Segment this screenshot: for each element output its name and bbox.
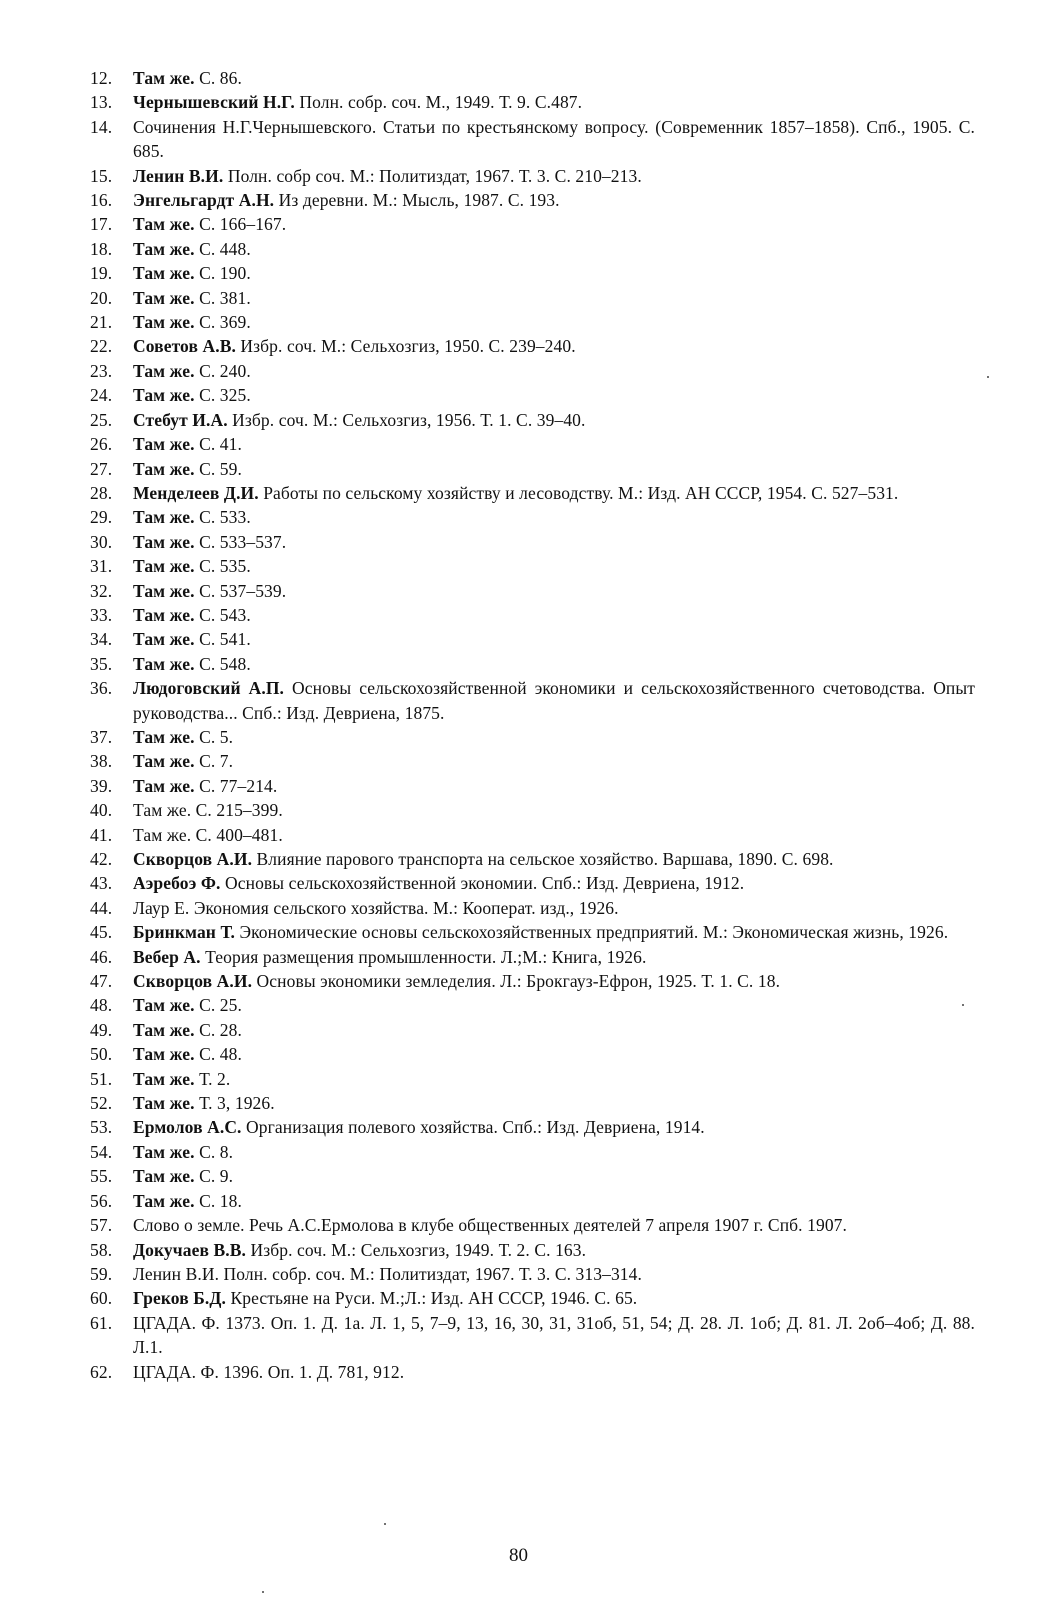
footnote-item: [90, 115, 975, 164]
footnote-number: 14.: [90, 116, 113, 137]
scan-speck: [987, 376, 989, 378]
footnote-text: Избр. соч. М.: Сельхозгиз, 1949. Т. 2. С. 163.: [245, 1239, 587, 1260]
footnote-author: Там же.: [133, 434, 195, 455]
footnote-number: 45.: [90, 922, 113, 943]
footnote-number: 39.: [90, 775, 113, 796]
footnote-number: 52.: [90, 1093, 113, 1114]
footnote-author: Людоговский А.П.: [133, 678, 285, 699]
footnotes-list: [90, 66, 975, 1384]
footnote-number: 42.: [90, 849, 113, 869]
footnote-author: Там же.: [133, 1093, 195, 1114]
footnote-number: 32.: [90, 580, 113, 601]
footnote-item: [90, 554, 975, 578]
footnote-number: 48.: [90, 995, 113, 1016]
footnote-text: Сочинения Н.Г.Чернышевского. Статьи по крестьянскому вопросу. (Современник 1857–1858). Спб., 1905. С. 685.: [133, 116, 975, 162]
footnote-item: [90, 1238, 975, 1262]
footnote-author: Там же.: [133, 458, 195, 479]
footnote-item: [90, 212, 975, 236]
footnote-author: Там же.: [133, 531, 195, 552]
footnote-text: С. 86.: [194, 68, 242, 88]
footnote-number: 23.: [90, 360, 113, 381]
footnote-text: Работы по сельскому хозяйству и лесоводству. М.: Изд. АН СССР, 1954. С. 527–531.: [258, 482, 899, 503]
footnote-number: 26.: [90, 434, 113, 455]
footnote-number: 33.: [90, 604, 113, 625]
footnote-item: [90, 310, 975, 334]
footnote-text: Избр. соч. М.: Сельхозгиз, 1950. С. 239–240.: [235, 336, 576, 357]
scan-speck: [384, 1523, 386, 1525]
footnote-author: Там же.: [133, 1190, 195, 1211]
footnote-number: 51.: [90, 1068, 113, 1089]
footnote-text: С. 543.: [194, 604, 251, 625]
footnote-number: 56.: [90, 1190, 113, 1211]
footnote-item: [90, 1164, 975, 1188]
footnote-number: 25.: [90, 409, 113, 430]
footnote-number: 41.: [90, 824, 113, 845]
footnote-text: С. 8.: [194, 1141, 234, 1162]
footnote-number: 22.: [90, 336, 113, 357]
footnote-text: С. 9.: [194, 1166, 234, 1187]
footnote-item: [90, 603, 975, 627]
footnote-item: [90, 530, 975, 554]
footnote-text: С. 5.: [194, 726, 234, 747]
footnote-item: [90, 286, 975, 310]
footnote-number: 12.: [90, 68, 113, 88]
footnote-author: Скворцов А.И.: [133, 849, 253, 869]
footnote-author: Греков Б.Д.: [133, 1288, 226, 1309]
footnote-author: Там же.: [133, 751, 195, 772]
footnote-text: Ленин В.И. Полн. собр. соч. М.: Политиздат, 1967. Т. 3. С. 313–314.: [133, 1263, 642, 1284]
page-number: 80: [509, 1545, 528, 1566]
footnote-author: Там же.: [133, 1068, 195, 1089]
footnote-item: [90, 1189, 975, 1213]
footnote-number: 18.: [90, 238, 113, 259]
footnote-author: Там же.: [133, 507, 195, 528]
footnote-number: 15.: [90, 165, 113, 186]
footnote-text: Полн. собр. соч. М., 1949. Т. 9. С.487.: [294, 92, 583, 113]
footnote-number: 58.: [90, 1239, 113, 1260]
footnote-author: Там же.: [133, 629, 195, 650]
footnote-text: С. 537–539.: [194, 580, 287, 601]
footnote-text: С. 48.: [194, 1044, 242, 1065]
footnote-text: ЦГАДА. Ф. 1396. Оп. 1. Д. 781, 912.: [133, 1361, 405, 1382]
footnote-number: 43.: [90, 873, 113, 894]
footnote-item: [90, 749, 975, 773]
footnote-author: Аэребоэ Ф.: [133, 873, 221, 894]
footnote-text: Слово о земле. Речь А.С.Ермолова в клубе общественных деятелей 7 апреля 1907 г. Спб. 1907.: [133, 1215, 847, 1236]
footnote-number: 13.: [90, 92, 113, 113]
footnote-number: 30.: [90, 531, 113, 552]
footnote-text: С. 77–214.: [194, 775, 278, 796]
footnote-item: [90, 261, 975, 285]
footnote-author: Там же.: [133, 1044, 195, 1065]
footnote-text: С. 18.: [194, 1190, 242, 1211]
footnote-text: С. 240.: [194, 360, 251, 381]
footnote-author: Там же.: [133, 653, 195, 674]
footnote-item: [90, 969, 975, 993]
footnote-author: Советов А.В.: [133, 336, 236, 357]
footnote-number: 40.: [90, 800, 113, 821]
footnote-author: Там же.: [133, 775, 195, 796]
footnote-item: [90, 1018, 975, 1042]
footnote-number: 36.: [90, 678, 113, 699]
footnote-item: [90, 579, 975, 603]
footnote-author: Там же.: [133, 556, 195, 577]
footnote-author: Чернышевский Н.Г.: [133, 92, 295, 113]
footnote-number: 62.: [90, 1361, 113, 1382]
footnote-item: [90, 676, 975, 725]
footnote-item: [90, 432, 975, 456]
footnote-number: 17.: [90, 214, 113, 235]
footnote-number: 35.: [90, 653, 113, 674]
footnote-author: Ермолов А.С.: [133, 1117, 242, 1138]
footnote-author: Там же.: [133, 360, 195, 381]
footnote-item: [90, 237, 975, 261]
footnote-author: Докучаев В.В.: [133, 1239, 246, 1260]
footnote-number: 37.: [90, 726, 113, 747]
footnote-author: Там же.: [133, 1166, 195, 1187]
footnote-number: 31.: [90, 556, 113, 577]
footnote-text: Крестьяне на Руси. М.;Л.: Изд. АН СССР, 1946. С. 65.: [225, 1288, 638, 1309]
footnote-item: [90, 383, 975, 407]
footnote-item: [90, 627, 975, 651]
footnote-author: Энгельгардт А.Н.: [133, 190, 275, 211]
footnote-text: С. 448.: [194, 238, 251, 259]
footnote-author: Там же.: [133, 287, 195, 308]
footnote-text: С. 28.: [194, 1019, 242, 1040]
footnote-text: С. 190.: [194, 263, 251, 284]
footnote-author: Там же.: [133, 1141, 195, 1162]
footnote-number: 47.: [90, 971, 113, 992]
footnote-author: Стебут И.А.: [133, 409, 228, 430]
footnote-text: С. 533.: [194, 507, 251, 528]
footnote-number: 53.: [90, 1117, 113, 1138]
footnote-text: Основы сельскохозяйственной экономии. Спб.: Изд. Девриена, 1912.: [220, 873, 745, 894]
footnote-text: С. 59.: [194, 458, 242, 479]
footnote-item: [90, 164, 975, 188]
footnote-text: Организация полевого хозяйства. Спб.: Изд. Девриена, 1914.: [241, 1117, 705, 1138]
footnote-author: Там же.: [133, 726, 195, 747]
footnote-text: С. 535.: [194, 556, 251, 577]
footnote-text: Избр. соч. М.: Сельхозгиз, 1956. Т. 1. С. 39–40.: [227, 409, 586, 430]
footnote-text: Там же. С. 400–481.: [133, 824, 283, 845]
footnote-number: 16.: [90, 190, 113, 211]
footnote-text: Там же. С. 215–399.: [133, 800, 283, 821]
footnote-number: 34.: [90, 629, 113, 650]
footnote-text: Лаур Е. Экономия сельского хозяйства. М.: Кооперат. изд., 1926.: [133, 897, 619, 918]
scan-speck: [962, 1004, 964, 1006]
footnote-item: [90, 920, 975, 944]
footnote-number: 20.: [90, 287, 113, 308]
footnote-text: С. 41.: [194, 434, 242, 455]
footnote-number: 49.: [90, 1019, 113, 1040]
footnote-number: 50.: [90, 1044, 113, 1065]
footnote-text: Основы экономики земледелия. Л.: Брокгауз-Ефрон, 1925. Т. 1. С. 18.: [252, 971, 781, 992]
footnote-item: [90, 90, 975, 114]
footnote-number: 19.: [90, 263, 113, 284]
footnote-author: Скворцов А.И.: [133, 971, 253, 992]
footnote-author: Там же.: [133, 385, 195, 406]
footnote-item: [90, 945, 975, 969]
footnote-item: [90, 1286, 975, 1310]
footnote-text: Основы сельскохозяйственной экономики и сельскохозяйственного счетоводства. Опыт руководства... Спб.: Изд. Девриена, 1875.: [133, 678, 975, 723]
footnote-item: [90, 188, 975, 212]
footnote-number: 27.: [90, 458, 113, 479]
footnote-item: [90, 725, 975, 749]
footnote-number: 29.: [90, 507, 113, 528]
footnote-text: Т. 3, 1926.: [194, 1093, 275, 1114]
footnote-text: С. 381.: [194, 287, 251, 308]
footnote-number: 46.: [90, 946, 113, 967]
footnote-text: С. 533–537.: [194, 531, 287, 552]
footnote-text: С. 369.: [194, 312, 251, 333]
footnote-item: [90, 993, 975, 1017]
scan-speck: [262, 1591, 264, 1593]
footnote-item: [90, 481, 975, 505]
footnote-author: Там же.: [133, 68, 195, 88]
footnote-author: Вебер А.: [133, 946, 201, 967]
footnote-number: 60.: [90, 1288, 113, 1309]
footnote-author: Менделеев Д.И.: [133, 482, 259, 503]
footnote-number: 61.: [90, 1312, 113, 1333]
footnote-number: 21.: [90, 312, 113, 333]
footnote-item: [90, 847, 975, 871]
footnote-item: [90, 798, 975, 822]
footnote-number: 28.: [90, 482, 113, 503]
footnote-author: Бринкман Т.: [133, 922, 235, 943]
footnote-author: Там же.: [133, 312, 195, 333]
footnote-item: [90, 1067, 975, 1091]
footnote-item: [90, 1213, 975, 1237]
footnote-number: 57.: [90, 1215, 113, 1236]
footnote-item: [90, 66, 975, 90]
footnote-item: [90, 871, 975, 895]
footnote-item: [90, 1262, 975, 1286]
footnote-text: Экономические основы сельскохозяйственных предприятий. М.: Экономическая жизнь, 1926.: [234, 922, 949, 943]
footnote-text: Из деревни. М.: Мысль, 1987. С. 193.: [274, 190, 560, 211]
footnote-item: [90, 823, 975, 847]
footnote-author: Там же.: [133, 214, 195, 235]
footnote-number: 24.: [90, 385, 113, 406]
footnote-number: 55.: [90, 1166, 113, 1187]
footnote-item: [90, 408, 975, 432]
footnote-text: ЦГАДА. Ф. 1373. Оп. 1. Д. 1а. Л. 1, 5, 7–9, 13, 16, 30, 31, 31об, 51, 54; Д. 28. Л. 1об; Д. 81. Л. 2об–4об; Д. 88. Л.1.: [133, 1312, 975, 1358]
footnote-author: Там же.: [133, 580, 195, 601]
footnote-number: 38.: [90, 751, 113, 772]
footnote-author: Там же.: [133, 263, 195, 284]
footnote-item: [90, 334, 975, 358]
footnote-text: Т. 2.: [194, 1068, 231, 1089]
footnote-item: [90, 1311, 975, 1360]
footnote-author: Там же.: [133, 604, 195, 625]
footnote-text: С. 166–167.: [194, 214, 287, 235]
footnote-text: Теория размещения промышленности. Л.;М.: Книга, 1926.: [200, 946, 647, 967]
footnote-item: [90, 652, 975, 676]
footnote-author: Ленин В.И.: [133, 165, 224, 186]
footnote-item: [90, 774, 975, 798]
footnote-item: [90, 1042, 975, 1066]
footnote-item: [90, 1115, 975, 1139]
footnote-item: [90, 505, 975, 529]
footnote-item: [90, 1091, 975, 1115]
footnote-text: С. 325.: [194, 385, 251, 406]
footnote-author: Там же.: [133, 238, 195, 259]
footnote-item: [90, 1140, 975, 1164]
footnote-author: Там же.: [133, 1019, 195, 1040]
footnote-item: [90, 896, 975, 920]
footnote-number: 54.: [90, 1141, 113, 1162]
footnote-item: [90, 359, 975, 383]
footnote-item: [90, 457, 975, 481]
footnote-text: С. 7.: [194, 751, 234, 772]
footnote-number: 59.: [90, 1263, 113, 1284]
footnote-text: С. 541.: [194, 629, 251, 650]
footnote-text: Полн. собр соч. М.: Политиздат, 1967. Т. 3. С. 210–213.: [223, 165, 642, 186]
footnote-item: [90, 1360, 975, 1384]
footnote-text: С. 25.: [194, 995, 242, 1016]
footnote-number: 44.: [90, 897, 113, 918]
footnote-text: Влияние парового транспорта на сельское хозяйство. Варшава, 1890. С. 698.: [252, 849, 834, 869]
footnote-text: С. 548.: [194, 653, 251, 674]
footnote-author: Там же.: [133, 995, 195, 1016]
